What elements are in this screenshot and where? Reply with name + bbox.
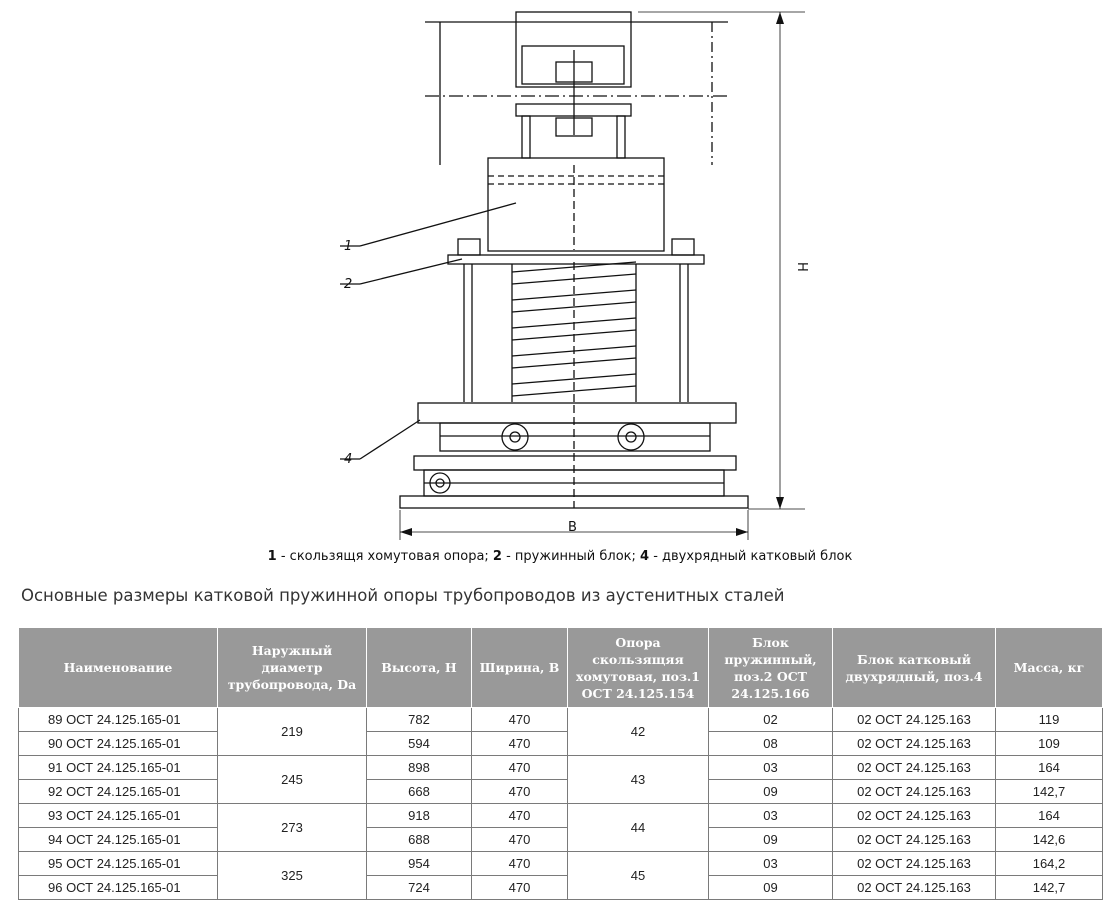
- table-row: [19, 780, 1103, 804]
- cell-roller-block: 02 ОСТ 24.125.163: [833, 804, 996, 828]
- table-row: [19, 876, 1103, 900]
- cell-width: 470: [472, 708, 568, 732]
- table-row: [19, 708, 1103, 732]
- cell-name: 94 ОСТ 24.125.165-01: [19, 828, 218, 852]
- cell-clamp-support: 44: [568, 804, 709, 852]
- cell-height: 954: [367, 852, 472, 876]
- header-width: Ширина, B: [472, 628, 568, 708]
- cell-spring-block: 03: [709, 852, 833, 876]
- cell-height: 668: [367, 780, 472, 804]
- cell-height: 724: [367, 876, 472, 900]
- cell-roller-block: 02 ОСТ 24.125.163: [833, 756, 996, 780]
- cell-roller-block: 02 ОСТ 24.125.163: [833, 828, 996, 852]
- header-spring-block: Блок пружинный, поз.2 ОСТ 24.125.166: [709, 628, 833, 708]
- cell-height: 918: [367, 804, 472, 828]
- cell-width: 470: [472, 732, 568, 756]
- cell-diameter: 219: [218, 708, 367, 756]
- cell-mass: 164: [996, 756, 1103, 780]
- header-height: Высота, H: [367, 628, 472, 708]
- table-row: [19, 756, 1103, 780]
- header-name: Наименование: [19, 628, 218, 708]
- cell-height: 688: [367, 828, 472, 852]
- cell-height: 594: [367, 732, 472, 756]
- table-row: [19, 732, 1103, 756]
- cell-spring-block: 09: [709, 780, 833, 804]
- cell-roller-block: 02 ОСТ 24.125.163: [833, 852, 996, 876]
- cell-clamp-support: 42: [568, 708, 709, 756]
- cell-name: 90 ОСТ 24.125.165-01: [19, 732, 218, 756]
- cell-mass: 164: [996, 804, 1103, 828]
- table-row: [19, 804, 1103, 828]
- cell-mass: 164,2: [996, 852, 1103, 876]
- cell-spring-block: 02: [709, 708, 833, 732]
- dimension-h-label: H: [794, 262, 809, 272]
- cell-roller-block: 02 ОСТ 24.125.163: [833, 780, 996, 804]
- cell-width: 470: [472, 804, 568, 828]
- cell-mass: 142,7: [996, 876, 1103, 900]
- dimensions-table: [18, 627, 1103, 900]
- drawing-caption: 1 - скользящя хомутовая опора; 2 - пружинный блок; 4 - двухрядный катковый блок: [267, 549, 853, 564]
- cell-spring-block: 09: [709, 876, 833, 900]
- cell-spring-block: 09: [709, 828, 833, 852]
- label-2: 2: [344, 277, 353, 292]
- cell-height: 782: [367, 708, 472, 732]
- cell-mass: 142,7: [996, 780, 1103, 804]
- header-mass: Масса, кг: [996, 628, 1103, 708]
- cell-width: 470: [472, 780, 568, 804]
- cell-mass: 109: [996, 732, 1103, 756]
- cell-width: 470: [472, 876, 568, 900]
- cell-width: 470: [472, 756, 568, 780]
- table-header-row: [19, 628, 1103, 708]
- section-title: Основные размеры катковой пружинной опоры трубопроводов из аустенитных сталей: [21, 586, 785, 605]
- cell-roller-block: 02 ОСТ 24.125.163: [833, 732, 996, 756]
- table-row: [19, 852, 1103, 876]
- cell-name: 93 ОСТ 24.125.165-01: [19, 804, 218, 828]
- cell-mass: 142,6: [996, 828, 1103, 852]
- cell-spring-block: 03: [709, 756, 833, 780]
- cell-roller-block: 02 ОСТ 24.125.163: [833, 708, 996, 732]
- cell-spring-block: 08: [709, 732, 833, 756]
- cell-roller-block: 02 ОСТ 24.125.163: [833, 876, 996, 900]
- cell-mass: 119: [996, 708, 1103, 732]
- label-1: 1: [344, 239, 353, 254]
- cell-diameter: 325: [218, 852, 367, 900]
- cell-name: 89 ОСТ 24.125.165-01: [19, 708, 218, 732]
- cell-clamp-support: 43: [568, 756, 709, 804]
- cell-spring-block: 03: [709, 804, 833, 828]
- cell-name: 91 ОСТ 24.125.165-01: [19, 756, 218, 780]
- cell-clamp-support: 45: [568, 852, 709, 900]
- table-row: [19, 828, 1103, 852]
- cell-diameter: 245: [218, 756, 367, 804]
- cell-name: 92 ОСТ 24.125.165-01: [19, 780, 218, 804]
- cell-name: 95 ОСТ 24.125.165-01: [19, 852, 218, 876]
- cell-height: 898: [367, 756, 472, 780]
- header-diameter: Наружный диаметр трубопровода, Da: [218, 628, 367, 708]
- header-roller-block: Блок катковый двухрядный, поз.4: [833, 628, 996, 708]
- label-4: 4: [344, 452, 353, 467]
- dimension-b-label: B: [568, 520, 577, 535]
- header-clamp-support: Опора скользящяя хомутовая, поз.1 ОСТ 24.125.154: [568, 628, 709, 708]
- cell-width: 470: [472, 828, 568, 852]
- cell-name: 96 ОСТ 24.125.165-01: [19, 876, 218, 900]
- cell-width: 470: [472, 852, 568, 876]
- cell-diameter: 273: [218, 804, 367, 852]
